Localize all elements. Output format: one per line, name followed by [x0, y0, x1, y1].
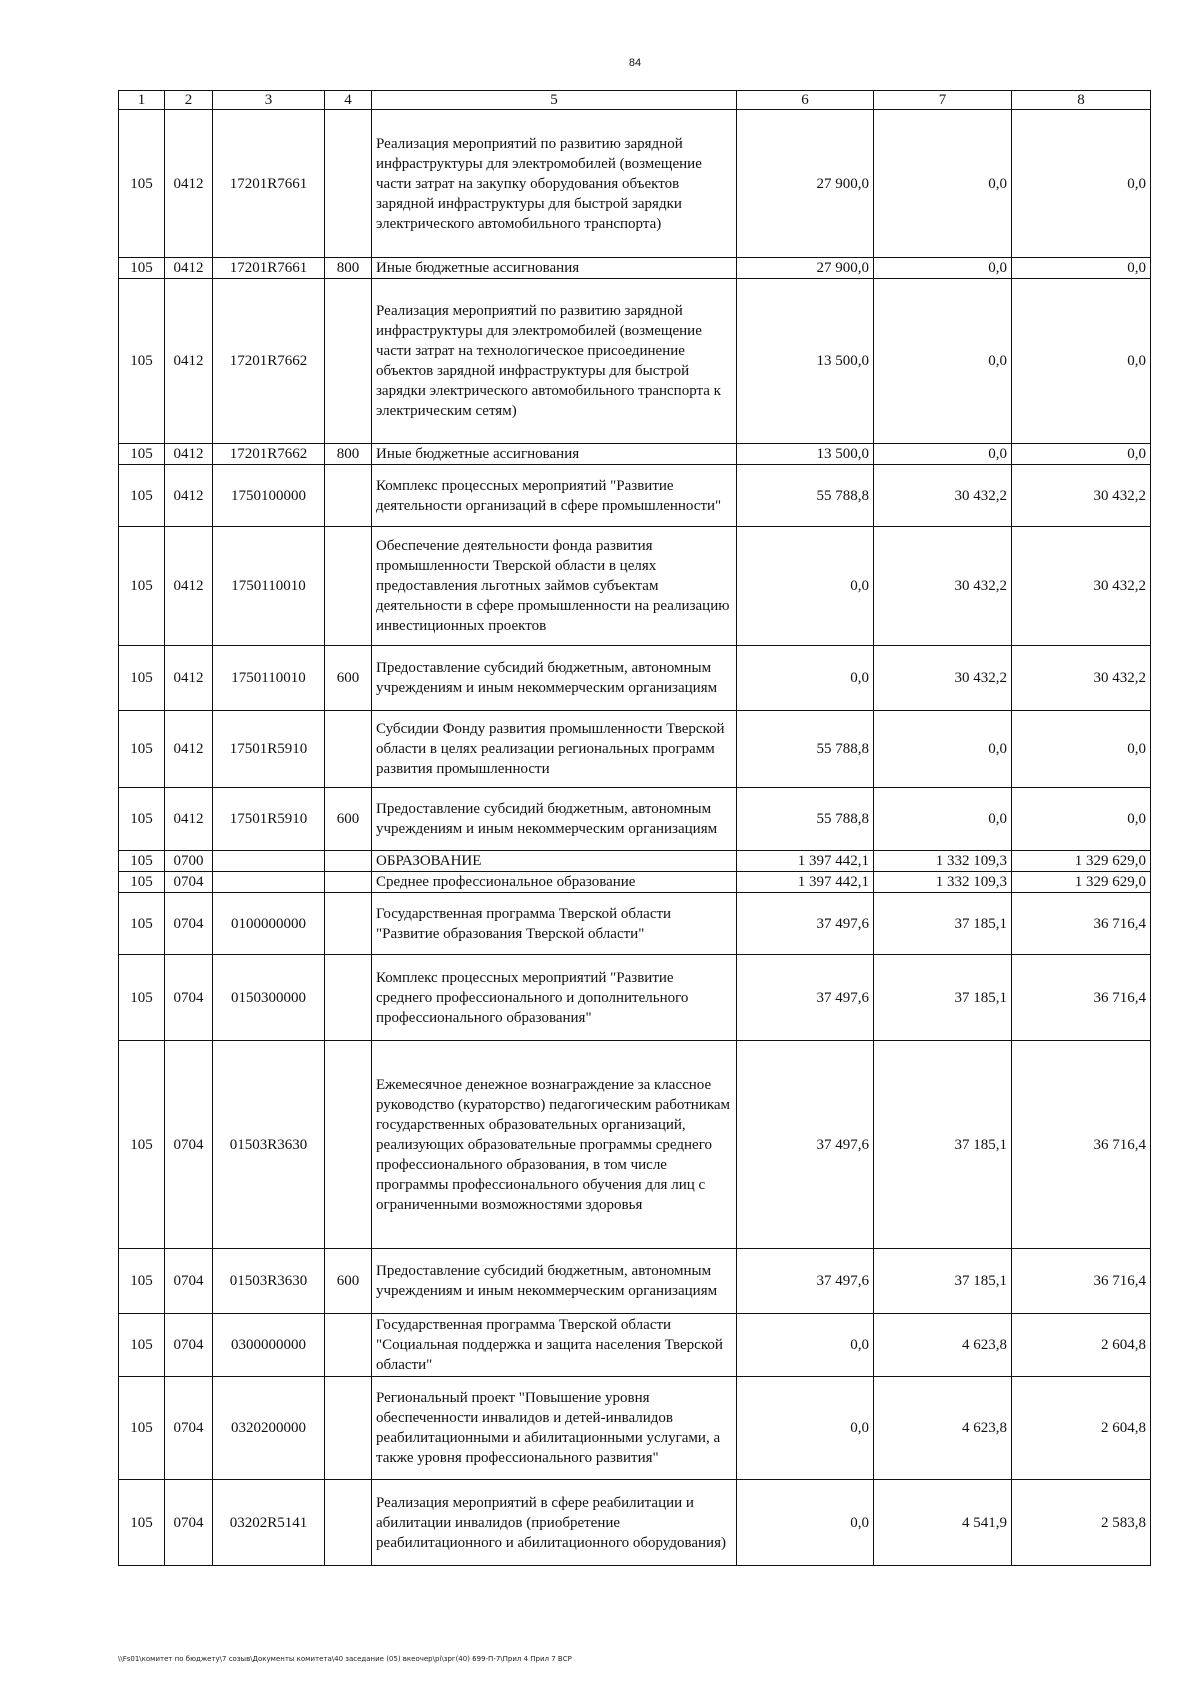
cell-amount-col7: 0,0	[874, 711, 1012, 788]
cell-section: 0704	[165, 1314, 213, 1377]
cell-amount-col7: 1 332 109,3	[874, 872, 1012, 893]
cell-amount-col8: 0,0	[1012, 788, 1151, 851]
cell-description: Среднее профессиональное образование	[372, 872, 737, 893]
column-header: 2	[165, 91, 213, 110]
table-row	[119, 258, 1151, 279]
cell-amount-col6: 1 397 442,1	[737, 851, 874, 872]
cell-target-article: 1750110010	[213, 527, 325, 646]
cell-amount-col8: 0,0	[1012, 110, 1151, 258]
table-row	[119, 110, 1151, 258]
cell-target-article: 17501R5910	[213, 788, 325, 851]
cell-amount-col8: 1 329 629,0	[1012, 872, 1151, 893]
cell-code: 105	[119, 872, 165, 893]
cell-description: Обеспечение деятельности фонда развития промышленности Тверской области в целях предоставления льготных займов субъектам деятельности в сфере промышленности на реализацию инвестиционных проектов	[372, 527, 737, 646]
cell-amount-col7: 4 541,9	[874, 1480, 1012, 1566]
cell-amount-col7: 0,0	[874, 110, 1012, 258]
cell-code: 105	[119, 444, 165, 465]
cell-amount-col7: 37 185,1	[874, 893, 1012, 955]
cell-code: 105	[119, 1041, 165, 1249]
cell-description: Государственная программа Тверской области "Развитие образования Тверской области"	[372, 893, 737, 955]
cell-amount-col6: 55 788,8	[737, 711, 874, 788]
cell-amount-col6: 0,0	[737, 1377, 874, 1480]
cell-expense-type	[325, 955, 372, 1041]
cell-amount-col6: 27 900,0	[737, 110, 874, 258]
cell-code: 105	[119, 711, 165, 788]
cell-amount-col7: 37 185,1	[874, 1249, 1012, 1314]
cell-code: 105	[119, 851, 165, 872]
table-row	[119, 527, 1151, 646]
table-row	[119, 1377, 1151, 1480]
cell-target-article: 01503R3630	[213, 1249, 325, 1314]
column-header: 8	[1012, 91, 1151, 110]
cell-expense-type: 600	[325, 646, 372, 711]
cell-amount-col6: 55 788,8	[737, 465, 874, 527]
table-row	[119, 711, 1151, 788]
cell-section: 0704	[165, 955, 213, 1041]
cell-amount-col6: 55 788,8	[737, 788, 874, 851]
cell-target-article: 17201R7661	[213, 258, 325, 279]
table-row	[119, 1041, 1151, 1249]
cell-expense-type	[325, 872, 372, 893]
cell-amount-col7: 0,0	[874, 788, 1012, 851]
cell-code: 105	[119, 258, 165, 279]
cell-section: 0704	[165, 893, 213, 955]
cell-section: 0412	[165, 527, 213, 646]
cell-target-article: 0100000000	[213, 893, 325, 955]
cell-target-article	[213, 872, 325, 893]
cell-code: 105	[119, 1480, 165, 1566]
cell-amount-col8: 36 716,4	[1012, 955, 1151, 1041]
column-header: 1	[119, 91, 165, 110]
cell-expense-type	[325, 711, 372, 788]
cell-amount-col6: 13 500,0	[737, 444, 874, 465]
cell-code: 105	[119, 1249, 165, 1314]
cell-amount-col6: 0,0	[737, 1480, 874, 1566]
cell-amount-col7: 0,0	[874, 444, 1012, 465]
cell-code: 105	[119, 279, 165, 444]
cell-section: 0412	[165, 258, 213, 279]
cell-amount-col8: 0,0	[1012, 444, 1151, 465]
cell-amount-col8: 0,0	[1012, 711, 1151, 788]
cell-section: 0412	[165, 444, 213, 465]
table-row	[119, 788, 1151, 851]
cell-amount-col8: 36 716,4	[1012, 893, 1151, 955]
cell-section: 0412	[165, 279, 213, 444]
cell-target-article: 17201R7662	[213, 279, 325, 444]
cell-code: 105	[119, 955, 165, 1041]
table-row	[119, 1480, 1151, 1566]
cell-section: 0704	[165, 1249, 213, 1314]
cell-section: 0412	[165, 110, 213, 258]
cell-amount-col7: 0,0	[874, 279, 1012, 444]
cell-expense-type	[325, 851, 372, 872]
cell-amount-col8: 30 432,2	[1012, 465, 1151, 527]
cell-target-article: 17201R7661	[213, 110, 325, 258]
column-header: 7	[874, 91, 1012, 110]
cell-section: 0700	[165, 851, 213, 872]
table-row	[119, 1249, 1151, 1314]
cell-target-article: 0320200000	[213, 1377, 325, 1480]
cell-amount-col8: 2 583,8	[1012, 1480, 1151, 1566]
cell-target-article: 0300000000	[213, 1314, 325, 1377]
cell-expense-type	[325, 1314, 372, 1377]
cell-amount-col8: 0,0	[1012, 258, 1151, 279]
table-row	[119, 465, 1151, 527]
table-row	[119, 872, 1151, 893]
cell-code: 105	[119, 646, 165, 711]
cell-amount-col7: 4 623,8	[874, 1314, 1012, 1377]
cell-expense-type	[325, 527, 372, 646]
cell-target-article: 17201R7662	[213, 444, 325, 465]
cell-expense-type	[325, 1377, 372, 1480]
cell-amount-col8: 0,0	[1012, 279, 1151, 444]
cell-description: Реализация мероприятий по развитию зарядной инфраструктуры для электромобилей (возмещение части затрат на технологическое присоединение объектов зарядной инфраструктуры для быстрой зарядки электрического автомобильного транспорта к электрическим сетям)	[372, 279, 737, 444]
cell-expense-type: 800	[325, 258, 372, 279]
cell-amount-col7: 0,0	[874, 258, 1012, 279]
cell-amount-col6: 0,0	[737, 1314, 874, 1377]
cell-code: 105	[119, 1314, 165, 1377]
cell-expense-type	[325, 110, 372, 258]
cell-description: Комплекс процессных мероприятий "Развитие деятельности организаций в сфере промышленности"	[372, 465, 737, 527]
cell-section: 0412	[165, 711, 213, 788]
cell-expense-type	[325, 1041, 372, 1249]
cell-amount-col7: 1 332 109,3	[874, 851, 1012, 872]
cell-expense-type	[325, 893, 372, 955]
table-row	[119, 444, 1151, 465]
cell-code: 105	[119, 110, 165, 258]
cell-amount-col8: 2 604,8	[1012, 1377, 1151, 1480]
budget-table	[118, 90, 1151, 1566]
cell-amount-col8: 1 329 629,0	[1012, 851, 1151, 872]
cell-amount-col7: 30 432,2	[874, 646, 1012, 711]
cell-amount-col7: 37 185,1	[874, 955, 1012, 1041]
cell-target-article	[213, 851, 325, 872]
column-header: 3	[213, 91, 325, 110]
cell-code: 105	[119, 527, 165, 646]
table-row	[119, 851, 1151, 872]
cell-expense-type	[325, 1480, 372, 1566]
cell-description: Субсидии Фонду развития промышленности Тверской области в целях реализации региональных программ развития промышленности	[372, 711, 737, 788]
cell-section: 0412	[165, 465, 213, 527]
cell-description: ОБРАЗОВАНИЕ	[372, 851, 737, 872]
cell-section: 0704	[165, 1041, 213, 1249]
cell-target-article: 0150300000	[213, 955, 325, 1041]
cell-code: 105	[119, 465, 165, 527]
cell-amount-col6: 37 497,6	[737, 893, 874, 955]
cell-amount-col7: 37 185,1	[874, 1041, 1012, 1249]
column-header: 4	[325, 91, 372, 110]
cell-amount-col8: 30 432,2	[1012, 527, 1151, 646]
column-header: 6	[737, 91, 874, 110]
cell-code: 105	[119, 1377, 165, 1480]
cell-amount-col7: 4 623,8	[874, 1377, 1012, 1480]
cell-expense-type: 600	[325, 788, 372, 851]
cell-amount-col8: 2 604,8	[1012, 1314, 1151, 1377]
table-row	[119, 1314, 1151, 1377]
cell-section: 0704	[165, 872, 213, 893]
cell-amount-col6: 1 397 442,1	[737, 872, 874, 893]
cell-amount-col6: 27 900,0	[737, 258, 874, 279]
cell-amount-col6: 37 497,6	[737, 955, 874, 1041]
cell-target-article: 17501R5910	[213, 711, 325, 788]
cell-amount-col7: 30 432,2	[874, 465, 1012, 527]
cell-section: 0412	[165, 788, 213, 851]
file-path-footer: \\Fs01\комитет по бюджету\7 созыв\Документы комитета\40 заседание (05) вкеочер\рi\зрг(40) 699-П-7\Прил 4 Прил 7 ВСР	[118, 1655, 572, 1663]
cell-amount-col6: 13 500,0	[737, 279, 874, 444]
cell-target-article: 1750110010	[213, 646, 325, 711]
cell-description: Региональный проект "Повышение уровня обеспеченности инвалидов и детей-инвалидов реабилитационными и абилитационными услугами, а также уровня профессионального развития"	[372, 1377, 737, 1480]
cell-description: Предоставление субсидий бюджетным, автономным учреждениям и иным некоммерческим организациям	[372, 646, 737, 711]
cell-code: 105	[119, 893, 165, 955]
cell-amount-col8: 30 432,2	[1012, 646, 1151, 711]
table-row	[119, 646, 1151, 711]
cell-description: Иные бюджетные ассигнования	[372, 444, 737, 465]
cell-amount-col7: 30 432,2	[874, 527, 1012, 646]
column-number-row	[119, 91, 1151, 110]
cell-target-article: 1750100000	[213, 465, 325, 527]
cell-description: Предоставление субсидий бюджетным, автономным учреждениям и иным некоммерческим организациям	[372, 1249, 737, 1314]
cell-amount-col6: 37 497,6	[737, 1041, 874, 1249]
cell-amount-col6: 0,0	[737, 527, 874, 646]
cell-description: Предоставление субсидий бюджетным, автономным учреждениям и иным некоммерческим организациям	[372, 788, 737, 851]
cell-description: Реализация мероприятий по развитию зарядной инфраструктуры для электромобилей (возмещение части затрат на закупку оборудования объектов зарядной инфраструктуры для быстрой зарядки электрического автомобильного транспорта)	[372, 110, 737, 258]
cell-description: Иные бюджетные ассигнования	[372, 258, 737, 279]
cell-description: Ежемесячное денежное вознаграждение за классное руководство (кураторство) педагогическим работникам государственных образовательных организаций, реализующих образовательные программы среднего профессионального образования, в том числе программы профессионального обучения для лиц с ограниченными возможностями здоровья	[372, 1041, 737, 1249]
cell-expense-type: 600	[325, 1249, 372, 1314]
cell-description: Комплекс процессных мероприятий "Развитие среднего профессионального и дополнительного профессионального образования"	[372, 955, 737, 1041]
cell-section: 0704	[165, 1377, 213, 1480]
page-number: 84	[628, 57, 642, 69]
cell-section: 0412	[165, 646, 213, 711]
cell-description: Государственная программа Тверской области "Социальная поддержка и защита населения Тверской области"	[372, 1314, 737, 1377]
cell-amount-col6: 0,0	[737, 646, 874, 711]
table-row	[119, 893, 1151, 955]
cell-expense-type: 800	[325, 444, 372, 465]
cell-target-article: 03202R5141	[213, 1480, 325, 1566]
column-header: 5	[372, 91, 737, 110]
table-row	[119, 279, 1151, 444]
cell-amount-col8: 36 716,4	[1012, 1249, 1151, 1314]
cell-section: 0704	[165, 1480, 213, 1566]
cell-expense-type	[325, 465, 372, 527]
cell-amount-col6: 37 497,6	[737, 1249, 874, 1314]
cell-code: 105	[119, 788, 165, 851]
table-row	[119, 955, 1151, 1041]
cell-amount-col8: 36 716,4	[1012, 1041, 1151, 1249]
cell-target-article: 01503R3630	[213, 1041, 325, 1249]
cell-expense-type	[325, 279, 372, 444]
cell-description: Реализация мероприятий в сфере реабилитации и абилитации инвалидов (приобретение реабилитационного и абилитационного оборудования)	[372, 1480, 737, 1566]
